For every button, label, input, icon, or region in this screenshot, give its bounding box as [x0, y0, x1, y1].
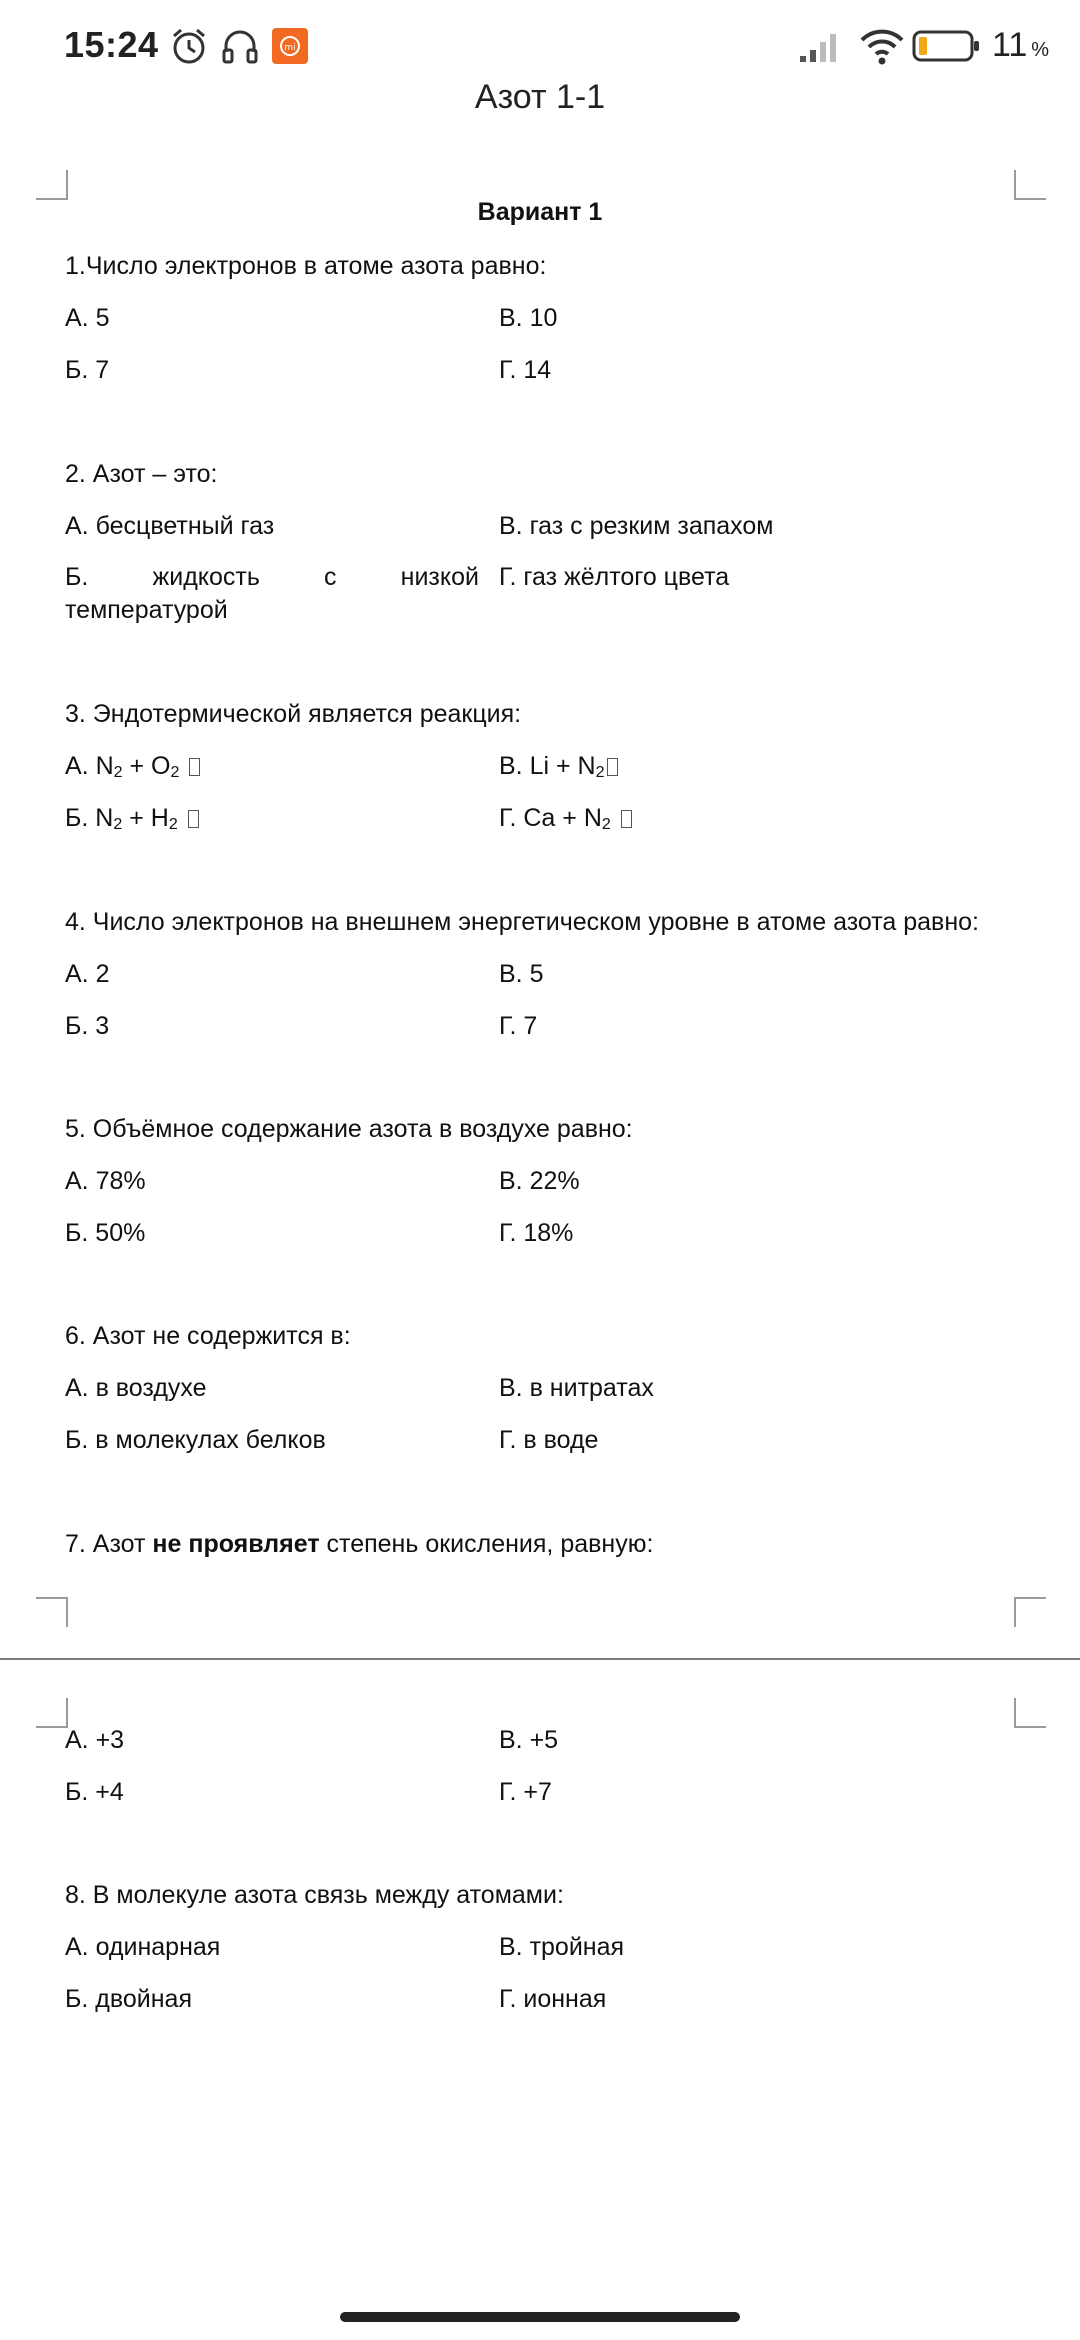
answer-option: А. 5	[65, 304, 110, 332]
answer-option: Г. 7	[499, 1012, 538, 1040]
answer-option: А. 78%	[65, 1167, 146, 1195]
answer-option: А. одинарная	[65, 1933, 221, 1961]
answer-option: Г. +7	[499, 1778, 552, 1806]
missing-glyph-icon	[607, 758, 618, 776]
answer-option: Б. 3	[65, 1012, 110, 1040]
answer-option: В. 10	[499, 304, 558, 332]
answer-option: В. газ с резким запахом	[499, 512, 774, 540]
answer-option: Г. газ жёлтого цвета	[499, 563, 730, 591]
answer-option: Б. +4	[65, 1778, 124, 1806]
question-text: 3. Эндотермической является реакция:	[65, 700, 522, 728]
answer-option: А. 2	[65, 960, 110, 988]
missing-glyph-icon	[188, 810, 199, 828]
question-text: 2. Азот – это:	[65, 460, 218, 488]
question-text: 7. Азот не проявляет степень окисления, равную:	[65, 1530, 654, 1558]
question-text: 4. Число электронов на внешнем энергетическом уровне в атоме азота равно:	[65, 908, 979, 936]
missing-glyph-icon	[621, 810, 632, 828]
answer-option: Г. ионная	[499, 1985, 607, 2013]
answer-option: В. тройная	[499, 1933, 625, 1961]
answer-option: А. в воздухе	[65, 1374, 207, 1402]
answer-option: Б. $N_2 + H_2$	[65, 804, 199, 834]
mi-app-icon	[272, 28, 308, 64]
missing-glyph-icon	[189, 758, 200, 776]
home-indicator[interactable]	[340, 2312, 740, 2322]
answer-option: В. 5	[499, 960, 544, 988]
answer-option: Г. в воде	[499, 1426, 599, 1454]
signal-icon	[798, 30, 842, 64]
page-corner-mark	[36, 170, 68, 200]
status-time: 15:24	[64, 24, 159, 65]
answer-option: В. $Li + N_2$	[499, 752, 618, 782]
wifi-icon	[858, 26, 906, 66]
answer-option: В. в нитратах	[499, 1374, 654, 1402]
page-corner-mark	[1014, 170, 1046, 200]
answer-option: Г. 14	[499, 356, 552, 384]
answer-option: А. $N_2 + O_2$	[65, 752, 200, 782]
question-text: 6. Азот не содержится в:	[65, 1322, 351, 1350]
answer-option-continuation: температурой	[65, 596, 228, 624]
page-corner-mark	[1014, 1698, 1046, 1728]
battery-icon	[912, 30, 982, 62]
alarm-icon	[170, 26, 208, 66]
battery-percentage: 11 %	[992, 26, 1050, 64]
page-corner-mark	[36, 1597, 68, 1627]
page-break-divider	[0, 1658, 1080, 1660]
answer-option: Г. $Ca + N_2$	[499, 804, 632, 834]
page-corner-mark	[1014, 1597, 1046, 1627]
headset-icon	[220, 26, 260, 66]
answer-option: А. бесцветный газ	[65, 512, 275, 540]
answer-option: Б. жидкость с низкой	[65, 563, 479, 591]
answer-option: Г. 18%	[499, 1219, 574, 1247]
variant-heading: Вариант 1	[477, 198, 603, 226]
question-text: 5. Объёмное содержание азота в воздухе равно:	[65, 1115, 633, 1143]
question-text: 1.Число электронов в атоме азота равно:	[65, 252, 547, 280]
answer-option: А. +3	[65, 1726, 125, 1754]
answer-option: Б. в молекулах белков	[65, 1426, 326, 1454]
question-text: 8. В молекуле азота связь между атомами:	[65, 1881, 564, 1909]
document-title: Азот 1-1	[474, 78, 606, 116]
page-corner-mark	[36, 1698, 68, 1728]
answer-option: Б. 50%	[65, 1219, 146, 1247]
answer-option: Б. 7	[65, 356, 110, 384]
svg-text:mi: mi	[284, 43, 296, 53]
answer-option: В. 22%	[499, 1167, 580, 1195]
answer-option: Б. двойная	[65, 1985, 193, 2013]
answer-option: В. +5	[499, 1726, 559, 1754]
